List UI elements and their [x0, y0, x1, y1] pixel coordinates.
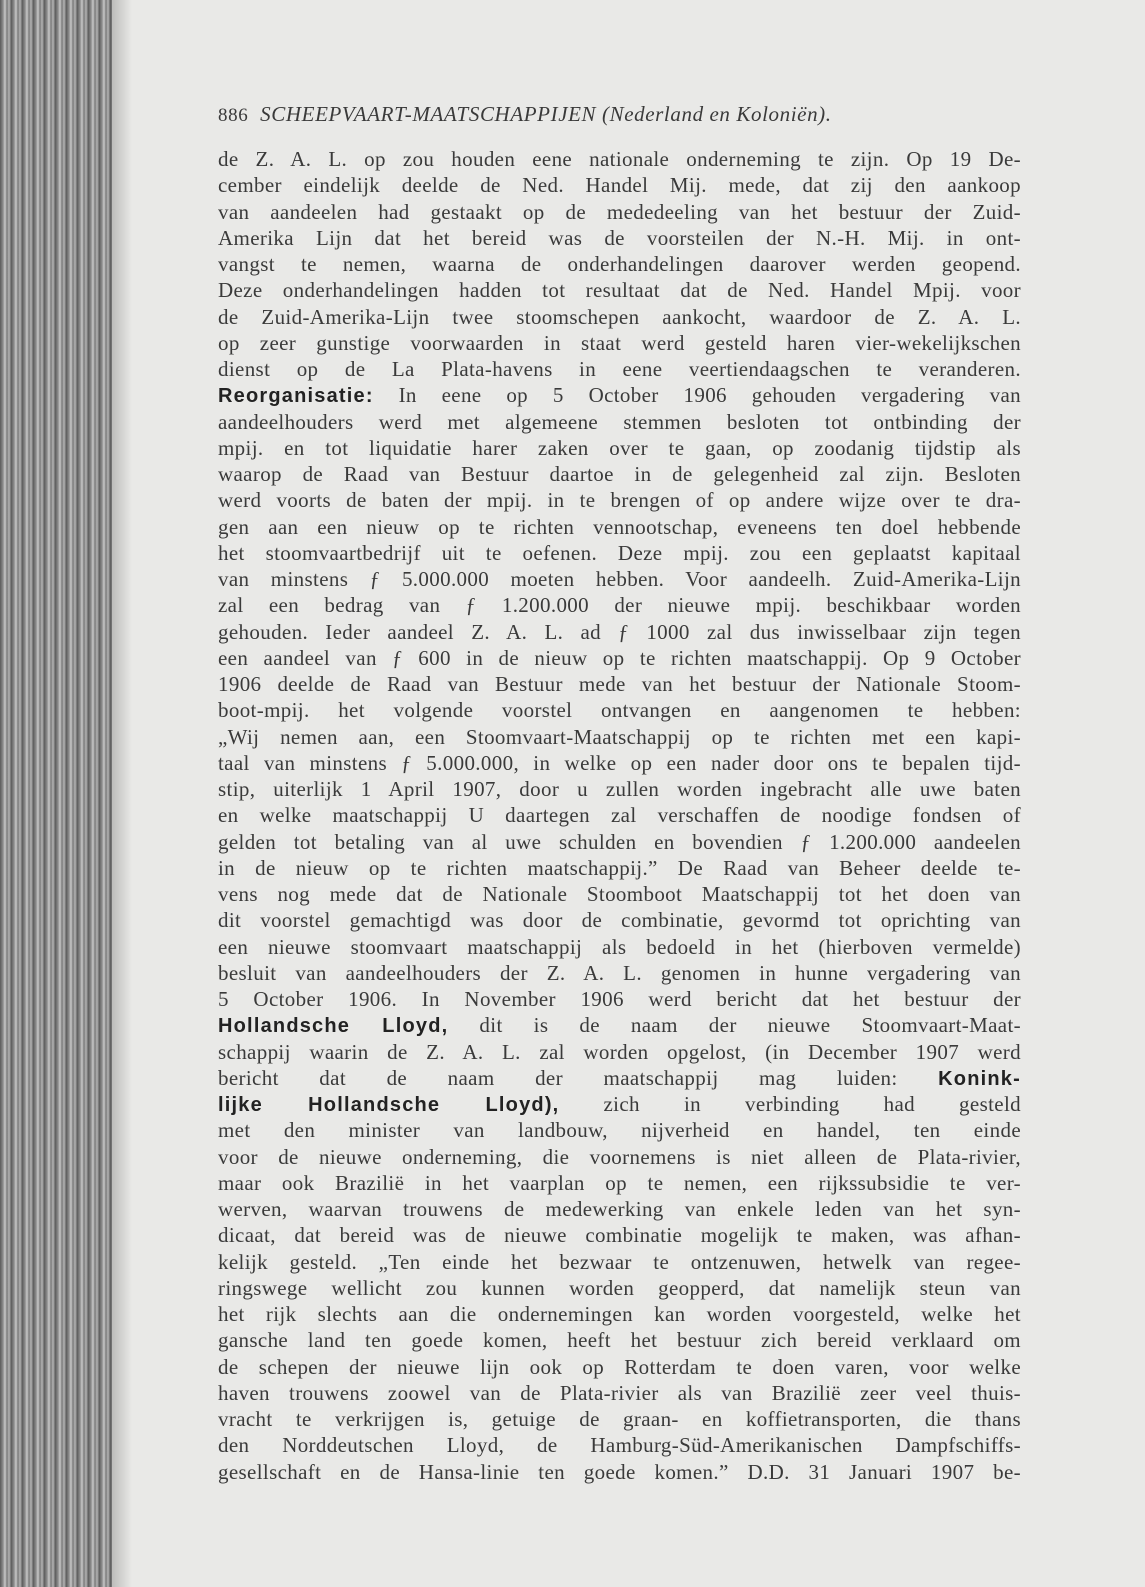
line-text: de Z. A. L. op zou houden eene nationale onderneming te zijn. Op 19 De- — [218, 147, 1021, 171]
line-text: mpij. en tot liquidatie harer zaken over te gaan, op zoodanig tijdstip als — [218, 435, 1021, 460]
text-line — [218, 907, 1021, 933]
text-line — [218, 1432, 1021, 1458]
text-line — [218, 592, 1021, 618]
text-line — [218, 487, 1021, 513]
line-text: In eene op 5 October 1906 gehouden vergadering van — [373, 383, 1021, 408]
text-line — [218, 1222, 1021, 1248]
line-text: van minstens ƒ 5.000.000 moeten hebben. Voor aandeelh. Zuid-Amerika-Lijn — [218, 567, 1021, 591]
text-line — [218, 1249, 1021, 1275]
text-line — [218, 776, 1021, 802]
text-line — [218, 251, 1021, 277]
line-text: werven, waarvan trouwens de medewerking van enkele leden van het syn- — [218, 1197, 1021, 1221]
text-line — [218, 802, 1021, 828]
line-text: met den minister van landbouw, nijverheid en handel, ten einde — [218, 1118, 1021, 1143]
line-text: 1906 deelde de Raad van Bestuur mede van het bestuur der Nationale Stoom- — [218, 672, 1021, 696]
text-line — [218, 514, 1021, 540]
text-line — [218, 855, 1021, 881]
line-text: een aandeel van ƒ 600 in de nieuw op te richten maatschappij. Op 9 October — [218, 645, 1021, 670]
text-line — [218, 1275, 1021, 1301]
line-text: voor de nieuwe onderneming, die voornemens is niet alleen de Plata-rivier, — [218, 1144, 1021, 1169]
line-text: vens nog mede dat de Nationale Stoomboot Maatschappij tot het doen van — [218, 882, 1021, 906]
line-text: haven trouwens zoowel van de Plata-rivier als van Brazilië zeer veel thuis- — [218, 1380, 1021, 1405]
text-line — [218, 435, 1021, 461]
line-text: dit is de naam der nieuwe Stoomvaart-Maat- — [448, 1013, 1021, 1038]
text-line — [218, 304, 1021, 330]
text-line — [218, 671, 1021, 697]
page-number: 886 — [218, 105, 249, 126]
line-text: en welke maatschappij U daartegen zal verschaffen de noodige fondsen of — [218, 803, 1021, 828]
line-text: werd voorts de baten der mpij. in te brengen of op andere wijze over te dra- — [218, 488, 1021, 513]
book-page-edges — [0, 0, 112, 1587]
text-line — [218, 1012, 1021, 1038]
text-line — [218, 986, 1021, 1012]
line-text: bericht dat de naam der maatschappij mag luiden: — [218, 1065, 939, 1090]
running-header — [218, 102, 1038, 127]
line-text: gelden tot betaling van al uwe schulden en bovendien ƒ 1.200.000 aandeelen — [218, 829, 1021, 854]
line-text: een nieuwe stoomvaart maatschappij als bedoeld in het (hierboven vermelde) — [218, 934, 1021, 959]
line-text: van aandeelen had gestaakt op de mededeeling van het bestuur der Zuid- — [218, 199, 1021, 224]
text-line — [218, 1327, 1021, 1353]
bold-heading: Reorganisatie: — [218, 385, 374, 408]
line-text: de Zuid-Amerika-Lijn twee stoomschepen aankocht, waardoor de Z. A. L. — [218, 304, 1021, 329]
text-line — [218, 566, 1021, 592]
text-line — [218, 960, 1021, 986]
line-text: dit voorstel gemachtigd was door de combinatie, gevormd tot oprichting van — [218, 908, 1021, 933]
text-line — [218, 199, 1021, 225]
line-text: besluit van aandeelhouders der Z. A. L. genomen in hunne vergadering van — [218, 960, 1021, 985]
text-line — [218, 1196, 1021, 1222]
text-line — [218, 1406, 1021, 1432]
text-line — [218, 1354, 1021, 1380]
text-line — [218, 881, 1021, 907]
line-text: zich in verbinding had gesteld — [559, 1092, 1021, 1116]
text-line — [218, 1091, 1021, 1117]
text-line — [218, 829, 1021, 855]
text-line — [218, 1039, 1021, 1065]
line-text: Amerika Lijn dat het bereid was de voorsteilen der N.-H. Mij. in ont- — [218, 225, 1021, 250]
line-text: dicaat, dat bereid was de nieuwe combinatie mogelijk te maken, was afhan- — [218, 1223, 1021, 1248]
text-line — [218, 1380, 1021, 1406]
line-text: gansche land ten goede komen, heeft het bestuur zich bereid verklaard om — [218, 1328, 1021, 1353]
line-text: gen aan een nieuw op te richten vennootschap, eveneens ten doel hebbende — [218, 514, 1021, 539]
text-line — [218, 146, 1021, 172]
text-line — [218, 645, 1021, 671]
body-text — [218, 146, 1021, 1485]
line-text: gesellschaft en de Hansa-linie ten goede komen.” D.D. 31 Januari 1907 be- — [218, 1459, 1021, 1484]
line-text: cember eindelijk deelde de Ned. Handel Mij. mede, dat zij den aankoop — [218, 173, 1021, 198]
line-text: waarop de Raad van Bestuur daartoe in de gelegenheid zal zijn. Besloten — [218, 462, 1021, 486]
text-line — [218, 277, 1021, 303]
text-line — [218, 750, 1021, 776]
line-text: zal een bedrag van ƒ 1.200.000 der nieuwe mpij. beschikbaar worden — [218, 593, 1021, 618]
text-line — [218, 724, 1021, 750]
bold-heading: Hollandsche Lloyd, — [218, 1015, 449, 1038]
text-line — [218, 1459, 1021, 1485]
text-line — [218, 1170, 1021, 1196]
line-text: dienst op de La Plata-havens in eene veertiendaagschen te veranderen. — [218, 357, 1021, 381]
line-text: het rijk slechts aan die ondernemingen kan worden voorgesteld, welke het — [218, 1302, 1021, 1326]
line-text: kelijk gesteld. „Ten einde het bezwaar te ontzenuwen, hetwelk van regee- — [218, 1249, 1021, 1274]
text-line — [218, 619, 1021, 645]
text-line — [218, 697, 1021, 723]
text-line — [218, 172, 1021, 198]
line-text: gehouden. Ieder aandeel Z. A. L. ad ƒ 1000 zal dus inwisselbaar zijn tegen — [218, 619, 1021, 644]
text-line — [218, 382, 1021, 408]
text-line — [218, 330, 1021, 356]
line-text: het stoomvaartbedrijf uit te oefenen. Deze mpij. zou een geplaatst kapitaal — [218, 540, 1021, 565]
text-line — [218, 540, 1021, 566]
line-text: ringswege wellicht zou kunnen worden geopperd, dat namelijk steun van — [218, 1275, 1021, 1300]
text-line — [218, 225, 1021, 251]
line-text: maar ook Brazilië in het vaarplan op te nemen, een rijkssubsidie te ver- — [218, 1170, 1021, 1195]
running-title: SCHEEPVAART-MAATSCHAPPIJEN — [260, 102, 597, 126]
text-line — [218, 1117, 1021, 1143]
gutter-shadow — [112, 0, 132, 1587]
line-text: de schepen der nieuwe lijn ook op Rotterdam te doen varen, voor welke — [218, 1354, 1021, 1379]
bold-heading: lijke Hollandsche Lloyd), — [218, 1094, 560, 1116]
line-text: boot-mpij. het volgende voorstel ontvangen en aangenomen te hebben: — [218, 698, 1021, 723]
line-text: op zeer gunstige voorwaarden in staat werd gesteld haren vier-wekelijkschen — [218, 330, 1021, 355]
text-line — [218, 356, 1021, 382]
text-line — [218, 461, 1021, 487]
line-text: „Wij nemen aan, een Stoomvaart-Maatschappij op te richten met een kapi- — [218, 724, 1021, 749]
text-line — [218, 1301, 1021, 1327]
line-text: in de nieuw op te richten maatschappij.” De Raad van Beheer deelde te- — [218, 855, 1021, 880]
line-text: Deze onderhandelingen hadden tot resultaat dat de Ned. Handel Mpij. voor — [218, 278, 1021, 303]
line-text: vangst te nemen, waarna de onderhandelingen daarover werden geopend. — [218, 252, 1021, 276]
line-text: schappij waarin de Z. A. L. zal worden opgelost, (in December 1907 werd — [218, 1039, 1021, 1064]
line-text: den Norddeutschen Lloyd, de Hamburg-Süd-Amerikanischen Dampfschiffs- — [218, 1433, 1021, 1458]
line-text: 5 October 1906. In November 1906 werd bericht dat het bestuur der — [218, 987, 1021, 1011]
running-subtitle: (Nederland en Koloniën). — [602, 102, 832, 126]
line-text: aandeelhouders werd met algemeene stemmen besloten tot ontbinding der — [218, 409, 1021, 434]
line-text: stip, uiterlijk 1 April 1907, door u zullen worden ingebracht alle uwe baten — [218, 777, 1021, 801]
text-line — [218, 1065, 1021, 1091]
line-text: vracht te verkrijgen is, getuige de graan- en koffietransporten, die thans — [218, 1407, 1021, 1431]
text-line — [218, 934, 1021, 960]
line-text: taal van minstens ƒ 5.000.000, in welke op een nader door ons te bepalen tijd- — [218, 750, 1021, 775]
text-line — [218, 409, 1021, 435]
text-line — [218, 1144, 1021, 1170]
bold-heading: Konink- — [938, 1067, 1021, 1090]
